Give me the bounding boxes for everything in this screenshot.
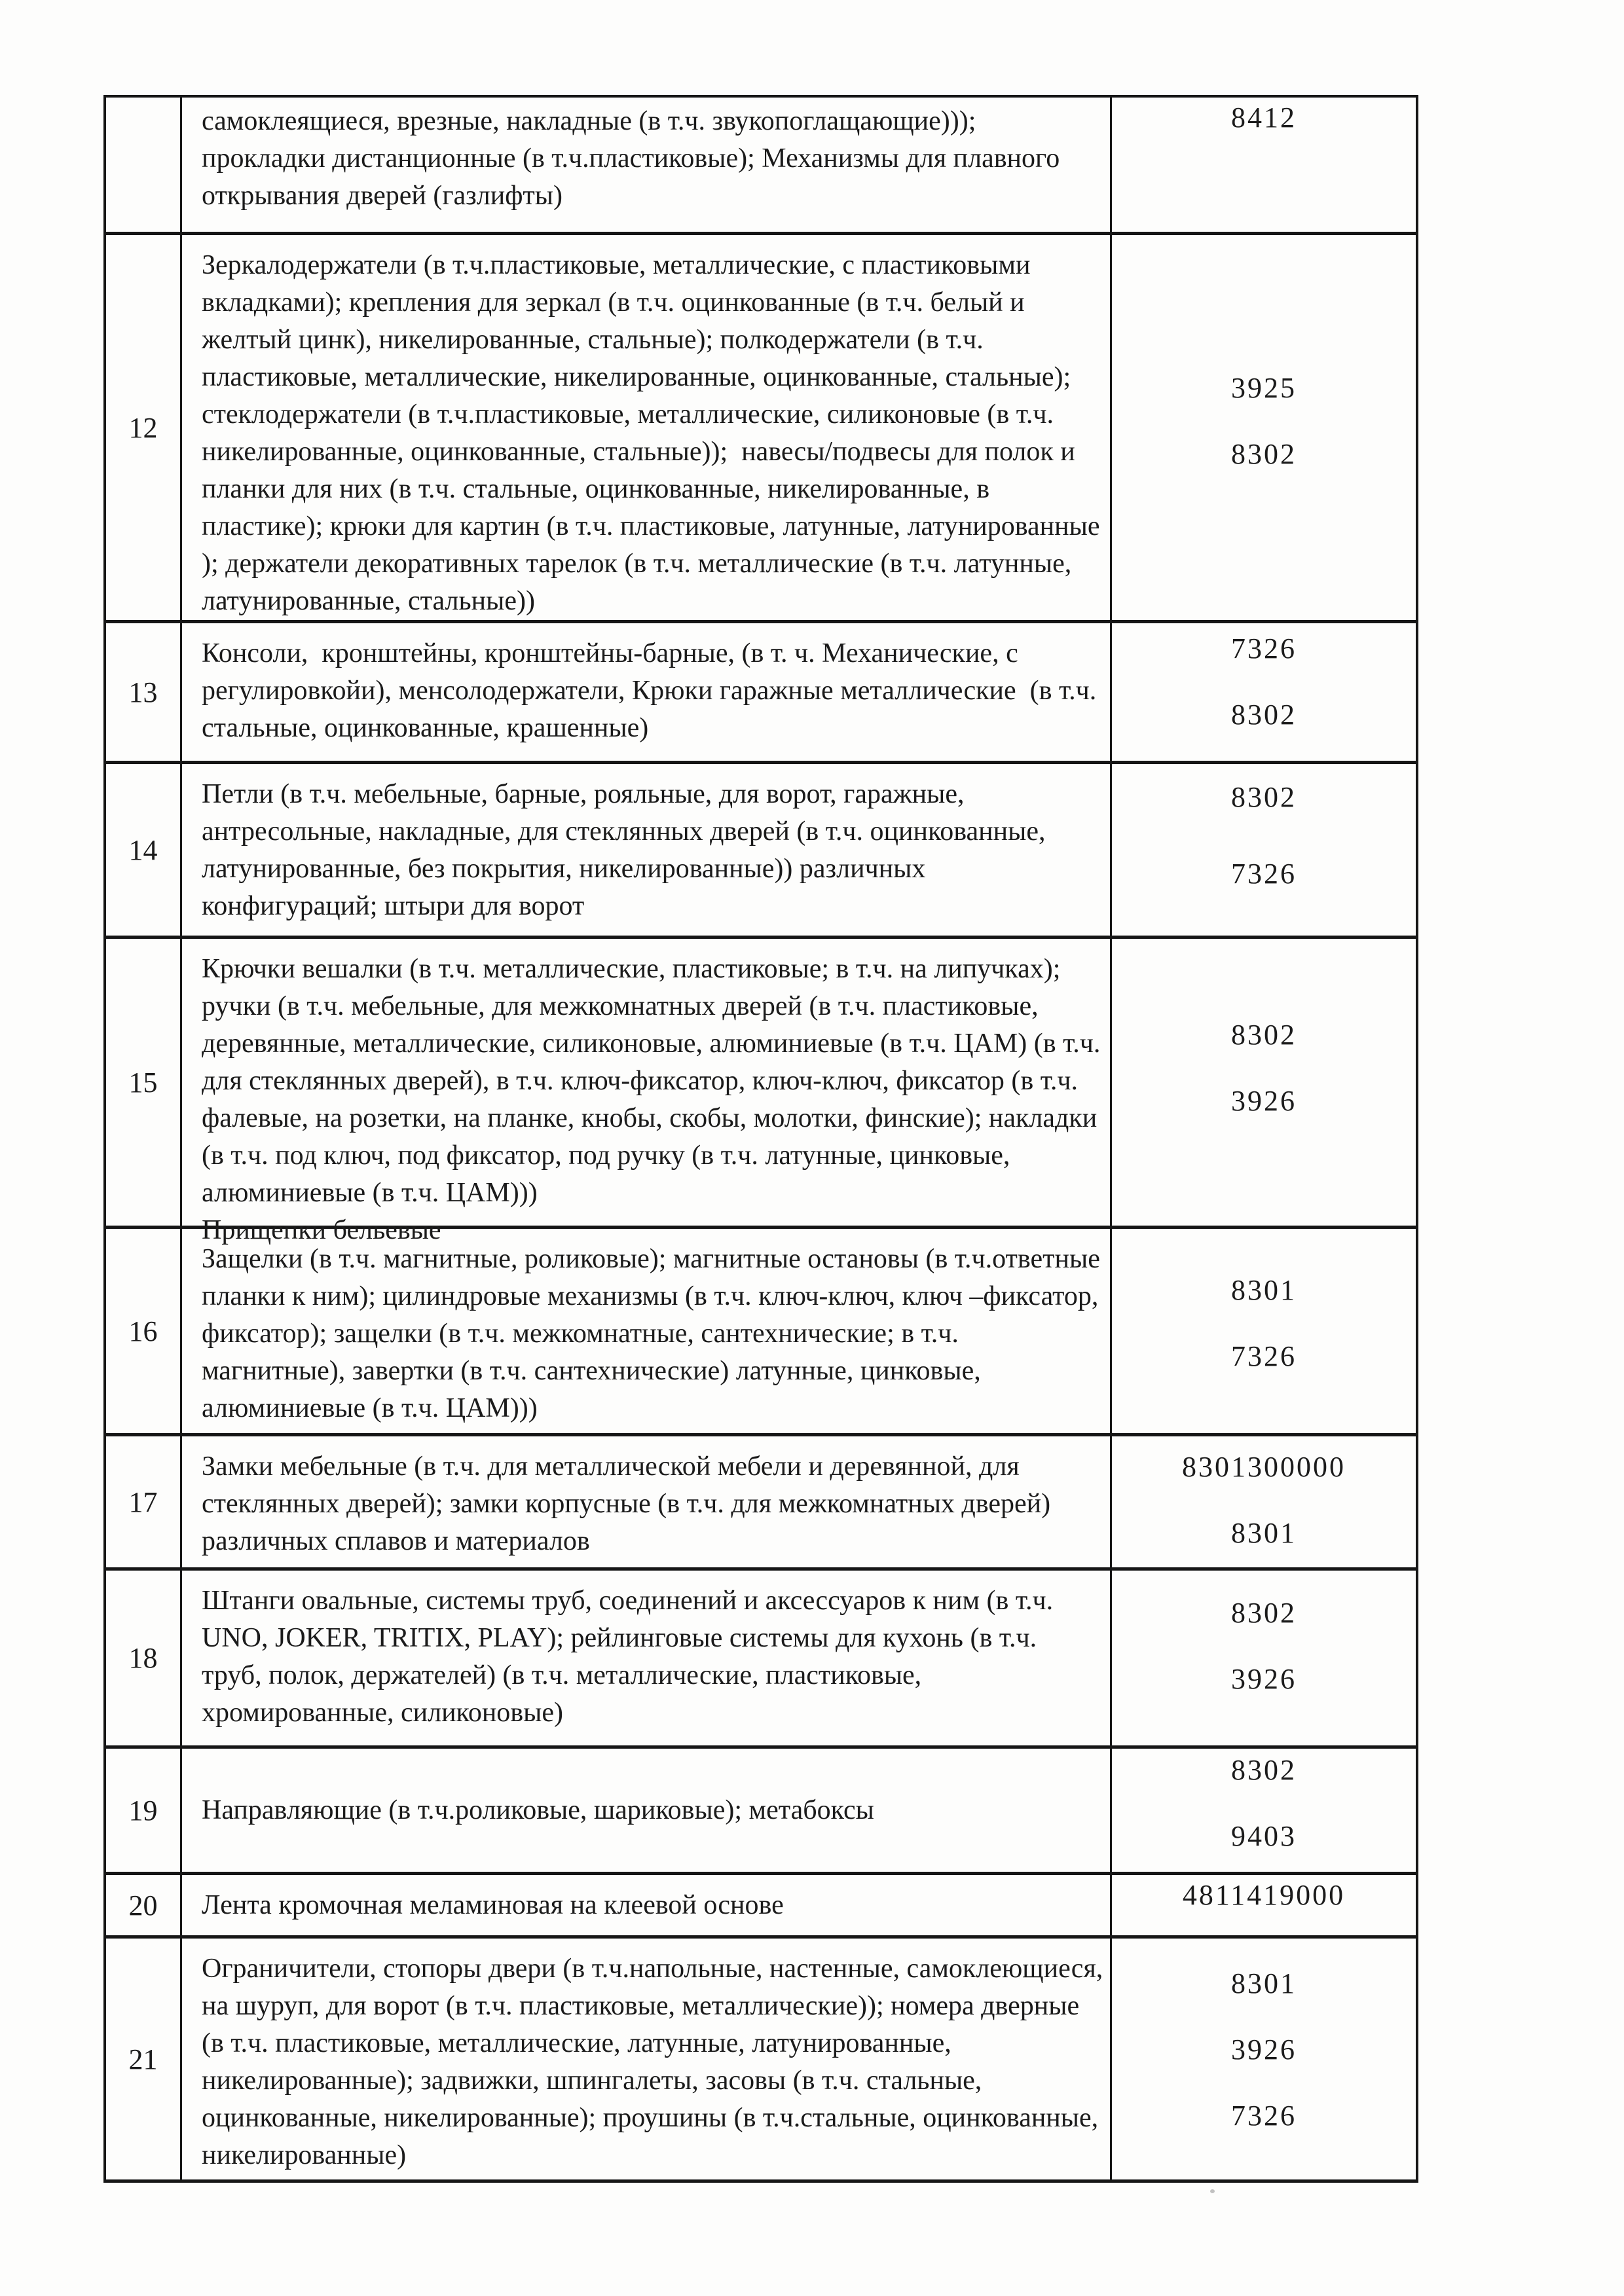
hs-code: 7326 [1231,632,1297,665]
hs-code: 8302 [1231,781,1297,813]
row-number-cell: 21 [106,1939,182,2179]
description-line: UNO, JOKER, TRITIX, PLAY); рейлинговые системы для кухонь (в т.ч. [202,1623,1037,1653]
table-row [106,1872,1416,1935]
description-line: для стеклянных дверей), в т.ч. ключ-фиксатор, ключ-ключ, фиксатор (в т.ч. [202,1066,1079,1096]
hs-code: 7326 [1231,2100,1297,2132]
description-line: латунированные, без покрытия, никелированные)) различных [202,854,926,884]
table-row [106,1935,1416,2179]
description-line: Штанги овальные, системы труб, соединений и аксессуаров к ним (в т.ч. [202,1586,1054,1616]
description-line: хромированные, силиконовые) [202,1698,563,1728]
table-row [106,761,1416,936]
description-line: регулировкойи), менсолодержатели, Крюки гаражные металлические (в т.ч. [202,676,1097,706]
description-line: открывания дверей (газлифты) [202,181,563,211]
code-cell [1112,764,1416,936]
description-line: самоклеящиеся, врезные, накладные (в т.ч. звукопоглащающие))); [202,106,976,136]
description-line: стеклодержатели (в т.ч.пластиковые, металлические, силиконовые (в т.ч. [202,399,1054,429]
scan-speck [1210,2189,1215,2193]
description-line: на шуруп, для ворот (в т.ч. пластиковые, металлические)); номера дверные [202,1991,1080,2021]
code-cell [1112,98,1416,232]
hs-code: 8301 [1231,1967,1297,1999]
description-line: никелированные); задвижки, шпингалеты, засовы (в т.ч. стальные, [202,2066,982,2096]
description-line: Консоли, кронштейны, кронштейны-барные, (в т. ч. Механические, с [202,638,1018,668]
description-line: стеклянных дверей); замки корпусные (в т.ч. для межкомнатных дверей) [202,1489,1051,1519]
hs-code: 9403 [1231,1820,1297,1852]
row-number-cell [106,98,182,232]
hs-code: 7326 [1231,1340,1297,1372]
hs-code: 8301300000 [1182,1451,1346,1483]
description-line: различных сплавов и материалов [202,1526,590,1556]
row-number-cell: 18 [106,1571,182,1745]
code-cell [1112,939,1416,1226]
description-cell [182,1229,1112,1433]
hs-code: 8301 [1231,1517,1297,1549]
description-cell [182,1571,1112,1745]
description-cell [182,235,1112,620]
items-table [103,95,1418,2183]
description-line: деревянные, металлические, силиконовые, алюминиевые (в т.ч. ЦАМ) (в т.ч. [202,1029,1101,1059]
row-number-cell: 15 [106,939,182,1226]
table-row [106,232,1416,620]
description-cell [182,1875,1112,1935]
code-cell [1112,1229,1416,1433]
row-number-cell: 19 [106,1749,182,1872]
hs-code: 8302 [1231,1754,1297,1786]
description-line: Петли (в т.ч. мебельные, барные, рояльные, для ворот, гаражные, [202,779,965,809]
description-line: пластиковые, металлические, никелированные, оцинкованные, стальные); [202,362,1071,392]
code-cell [1112,1939,1416,2179]
description-cell [182,1749,1112,1872]
description-line: стальные, оцинкованные, крашенные) [202,713,649,743]
hs-code: 8302 [1231,699,1297,731]
description-cell [182,764,1112,936]
hs-code: 3926 [1231,1663,1297,1695]
description-line: вкладками); крепления для зеркал (в т.ч. оцинкованные (в т.ч. белый и [202,287,1025,318]
description-line: Защелки (в т.ч. магнитные, роликовые); магнитные остановы (в т.ч.ответные [202,1244,1100,1274]
description-line: фиксатор); защелки (в т.ч. межкомнатные, сантехнические; в т.ч. [202,1319,959,1349]
hs-code: 8302 [1231,1597,1297,1629]
description-line: оцинкованные, никелированные); проушины (в т.ч.стальные, оцинкованные, [202,2103,1099,2133]
table-row [106,620,1416,761]
description-line: Прищепки бельевые [202,1215,441,1245]
description-line: Направляющие (в т.ч.роликовые, шариковые); метабоксы [202,1795,874,1825]
hs-code: 3926 [1231,2033,1297,2066]
description-line: латунированные, стальные)) [202,586,535,616]
hs-code: 3926 [1231,1085,1297,1117]
hs-code: 3925 [1231,372,1297,404]
description-cell [182,98,1112,232]
description-cell [182,1939,1112,2179]
description-line: Крючки вешалки (в т.ч. металлические, пластиковые; в т.ч. на липучках); [202,954,1061,984]
row-number-cell: 16 [106,1229,182,1433]
hs-code: 8302 [1231,438,1297,470]
description-line: планки к ним); цилиндровые механизмы (в т.ч. ключ-ключ, ключ –фиксатор, [202,1281,1099,1311]
description-line: (в т.ч. пластиковые, металлические, латунные, латунированные, [202,2028,951,2058]
description-line: Замки мебельные (в т.ч. для металлической мебели и деревянной, для [202,1451,1020,1482]
description-line: планки для них (в т.ч. стальные, оцинкованные, никелированные, в [202,474,990,504]
code-cell [1112,1875,1416,1935]
description-line: желтый цинк), никелированные, стальные); полкодержатели (в т.ч. [202,325,984,355]
description-line: Зеркалодержатели (в т.ч.пластиковые, металлические, с пластиковыми [202,250,1031,280]
description-line: никелированные) [202,2140,407,2170]
description-line: алюминиевые (в т.ч. ЦАМ))) [202,1393,538,1423]
description-cell [182,1436,1112,1567]
hs-code: 8412 [1231,101,1297,134]
hs-code: 8301 [1231,1274,1297,1306]
row-number-cell: 14 [106,764,182,936]
description-line: (в т.ч. под ключ, под фиксатор, под ручку (в т.ч. латунные, цинковые, [202,1140,1010,1171]
description-line: ручки (в т.ч. мебельные, для межкомнатных дверей (в т.ч. пластиковые, [202,991,1039,1021]
description-line: пластике); крюки для картин (в т.ч. пластиковые, латунные, латунированные [202,511,1100,541]
code-cell [1112,1571,1416,1745]
row-number-cell: 17 [106,1436,182,1567]
description-line: ); держатели декоративных тарелок (в т.ч. металлические (в т.ч. латунные, [202,549,1072,579]
table-row [106,936,1416,1245]
code-cell [1112,623,1416,761]
table-row [106,1433,1416,1567]
code-cell [1112,235,1416,620]
code-cell [1112,1436,1416,1567]
hs-code: 8302 [1231,1019,1297,1051]
description-line: никелированные, оцинкованные, стальные)); навесы/подвесы для полок и [202,437,1075,467]
description-line: магнитные), завертки (в т.ч. сантехнические) латунные, цинковые, [202,1356,981,1386]
hs-code: 4811419000 [1182,1879,1346,1911]
description-line: антресольные, накладные, для стеклянных дверей (в т.ч. оцинкованные, [202,816,1046,847]
table-row [106,1567,1416,1745]
hs-code: 7326 [1231,858,1297,890]
table-row [106,98,1416,232]
description-line: фалевые, на розетки, на планке, кнобы, скобы, молотки, финские); накладки [202,1103,1098,1133]
description-cell [182,939,1112,1245]
row-number-cell: 20 [106,1875,182,1935]
description-line: алюминиевые (в т.ч. ЦАМ))) [202,1178,538,1208]
description-line: Лента кромочная меламиновая на клеевой основе [202,1889,784,1920]
row-number-cell: 12 [106,235,182,620]
description-line: труб, полок, держателей) (в т.ч. металлические, пластиковые, [202,1660,922,1690]
code-cell [1112,1749,1416,1872]
description-line: конфигураций; штыри для ворот [202,891,585,921]
row-number-cell: 13 [106,623,182,761]
description-cell [182,623,1112,761]
table-row [106,1226,1416,1433]
description-line: прокладки дистанционные (в т.ч.пластиковые); Механизмы для плавного [202,143,1060,173]
description-line: Ограничители, стопоры двери (в т.ч.напольные, настенные, самоклеющиеся, [202,1954,1103,1984]
table-row [106,1745,1416,1872]
